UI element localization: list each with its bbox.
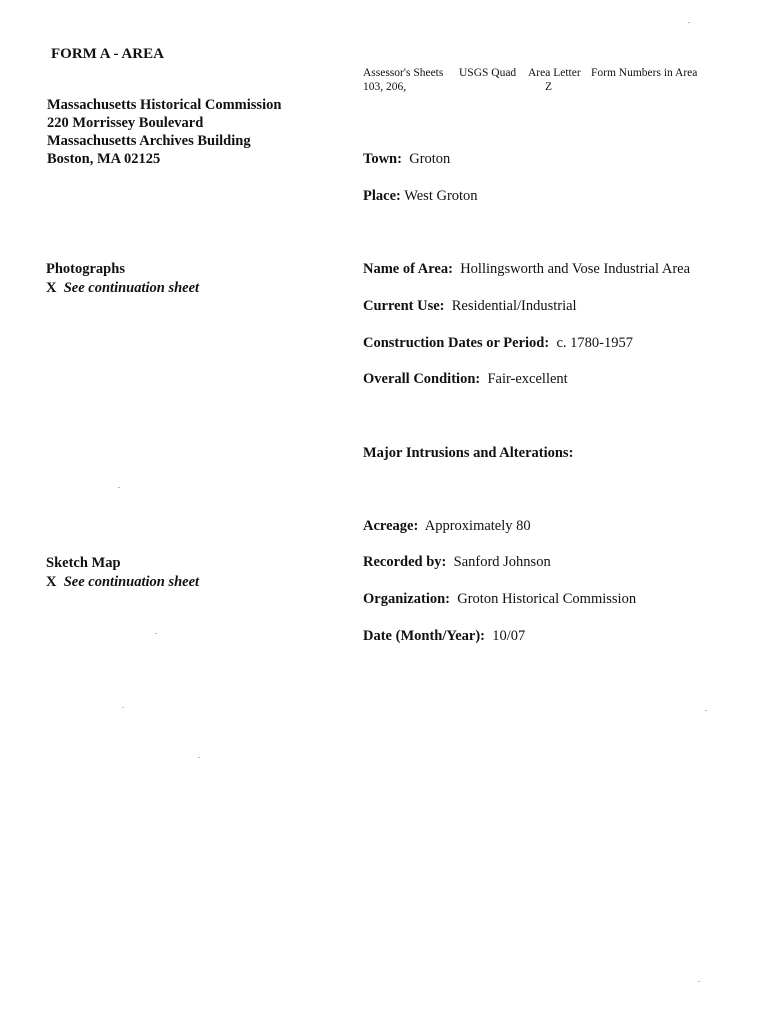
- recorded-by-label: Recorded by:: [363, 554, 447, 570]
- sketch-map-continuation: [46, 573, 199, 592]
- form-title: FORM A - AREA: [51, 46, 164, 62]
- col-form-numbers: Form Numbers in Area: [591, 67, 698, 79]
- header-columns-row: [363, 66, 723, 80]
- overall-condition-value: Fair-excellent: [487, 371, 568, 387]
- commission-building: Massachusetts Archives Building: [47, 133, 251, 149]
- sketch-map-section: [46, 554, 199, 592]
- sketch-map-note: See continuation sheet: [63, 574, 200, 590]
- field-date: [363, 628, 525, 645]
- header-values-row: [363, 80, 723, 94]
- col-area-letter: Area Letter: [528, 67, 581, 79]
- town-label: Town:: [363, 151, 402, 167]
- field-overall-condition: [363, 371, 568, 388]
- construction-dates-value: c. 1780-1957: [556, 335, 633, 351]
- date-value: 10/07: [492, 628, 526, 644]
- field-name-of-area: [363, 261, 690, 278]
- field-current-use: [363, 298, 577, 315]
- field-organization: [363, 591, 636, 608]
- sketch-map-label: Sketch Map: [46, 555, 121, 571]
- scan-speck: [198, 757, 200, 758]
- val-assessors-sheets: 103, 206,: [363, 81, 407, 93]
- name-of-area-value: Hollingsworth and Vose Industrial Area: [460, 261, 691, 277]
- town-value: Groton: [409, 151, 451, 167]
- scan-speck: [118, 487, 120, 488]
- commission-city: Boston, MA 02125: [47, 151, 161, 167]
- organization-label: Organization:: [363, 591, 450, 607]
- val-area-letter: Z: [545, 81, 553, 93]
- scan-speck: [688, 22, 690, 23]
- field-acreage: [363, 518, 531, 535]
- name-of-area-label: Name of Area:: [363, 261, 453, 277]
- photographs-note: See continuation sheet: [63, 280, 200, 296]
- scan-speck: [155, 633, 157, 634]
- major-intrusions-label: Major Intrusions and Alterations:: [363, 445, 574, 461]
- current-use-value: Residential/Industrial: [451, 298, 577, 314]
- scan-speck: [698, 981, 700, 982]
- photographs-section: [46, 260, 199, 298]
- place-label: Place:: [363, 188, 401, 204]
- field-construction-dates: [363, 335, 633, 352]
- sketch-map-check: X: [46, 574, 57, 590]
- col-assessors-sheets: Assessor's Sheets: [363, 67, 444, 79]
- field-place: [363, 188, 478, 205]
- field-recorded-by: [363, 554, 551, 571]
- photographs-check: X: [46, 280, 57, 296]
- construction-dates-label: Construction Dates or Period:: [363, 335, 550, 351]
- commission-street: 220 Morrissey Boulevard: [47, 115, 204, 131]
- scan-speck: [122, 707, 124, 708]
- acreage-label: Acreage:: [363, 518, 419, 534]
- col-usgs-quad: USGS Quad: [459, 67, 517, 79]
- overall-condition-label: Overall Condition:: [363, 371, 481, 387]
- photographs-label: Photographs: [46, 261, 125, 277]
- field-town: [363, 151, 450, 168]
- place-value: West Groton: [404, 188, 478, 204]
- photographs-continuation: [46, 279, 199, 298]
- field-major-intrusions: [363, 445, 573, 462]
- date-label: Date (Month/Year):: [363, 628, 486, 644]
- acreage-value: Approximately 80: [424, 518, 531, 534]
- recorded-by-value: Sanford Johnson: [453, 554, 551, 570]
- organization-value: Groton Historical Commission: [457, 591, 637, 607]
- commission-address-block: [47, 96, 281, 168]
- current-use-label: Current Use:: [363, 298, 445, 314]
- commission-name: Massachusetts Historical Commission: [47, 97, 282, 113]
- header-reference-table: [363, 66, 723, 94]
- scan-speck: [705, 710, 707, 711]
